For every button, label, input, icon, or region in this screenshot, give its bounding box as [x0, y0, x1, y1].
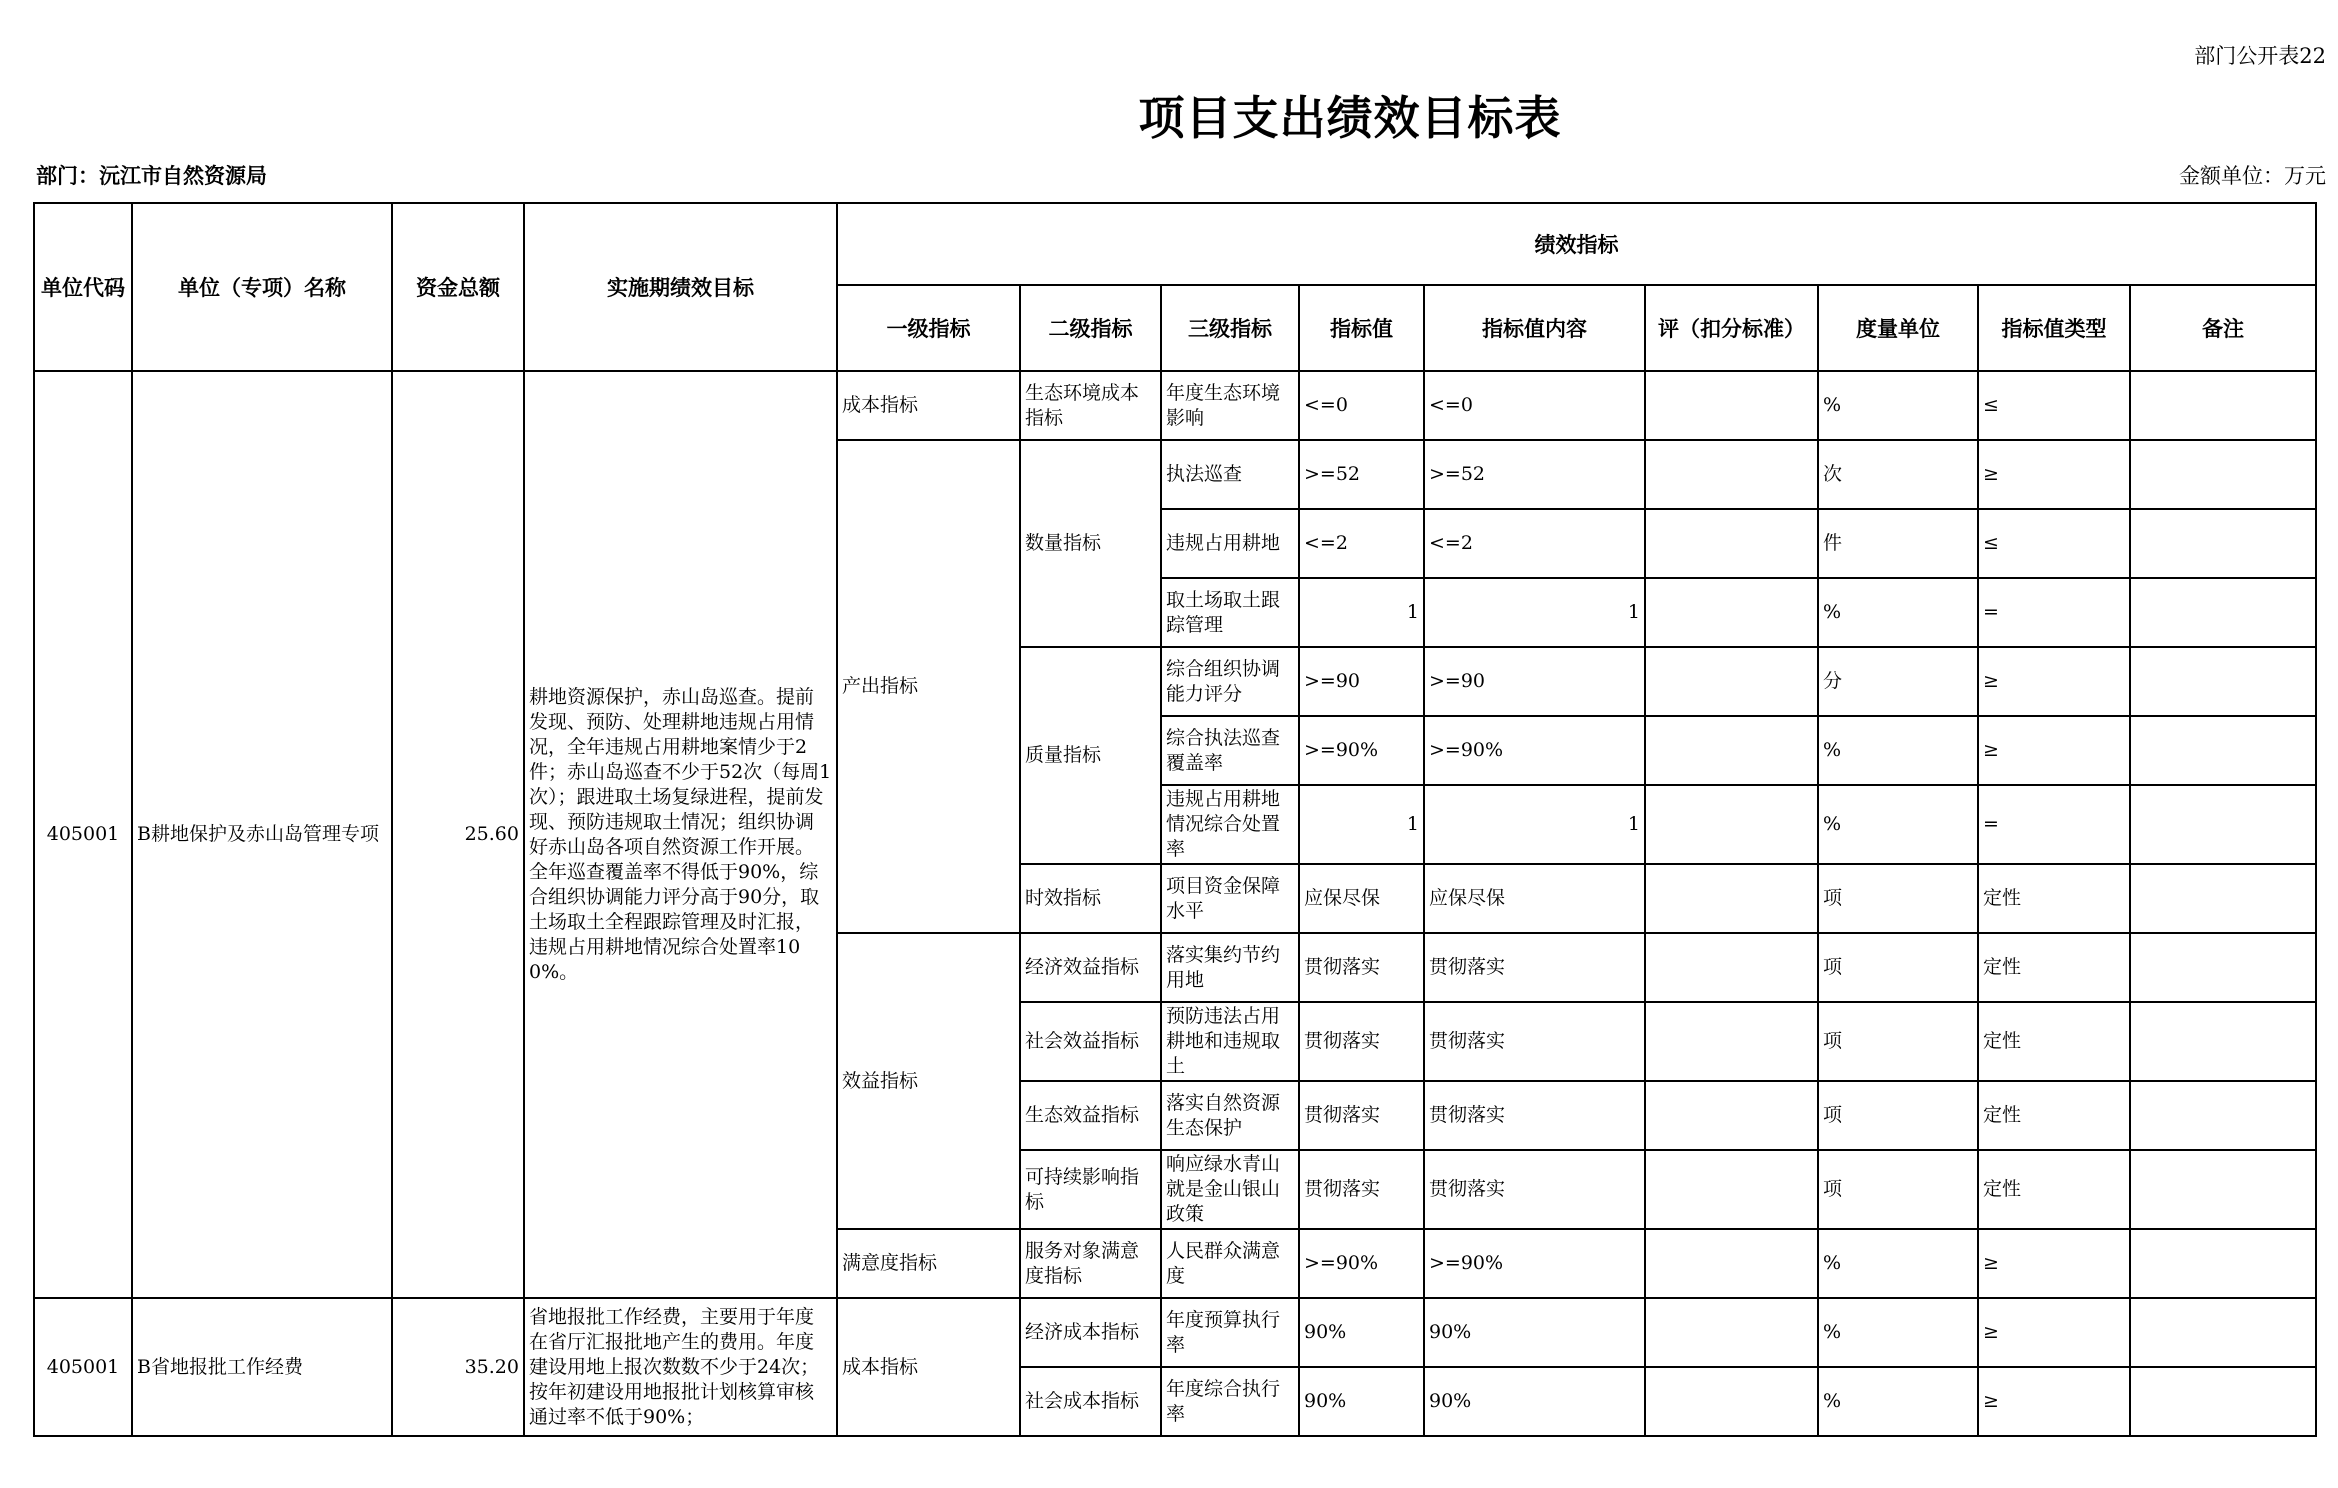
value-cell: >=52 [1299, 440, 1424, 509]
unit-cell: 项 [1818, 864, 1978, 933]
content-cell: 90% [1424, 1298, 1645, 1367]
level2-sustainable: 可持续影响指标 [1020, 1150, 1161, 1229]
type-cell: ≥ [1978, 1298, 2130, 1367]
level2-social: 社会效益指标 [1020, 1002, 1161, 1081]
content-cell: 贯彻落实 [1424, 933, 1645, 1002]
unit-cell: % [1818, 1298, 1978, 1367]
unit-cell: 件 [1818, 509, 1978, 578]
project-amount: 25.60 [392, 371, 524, 1298]
remarks-cell [2130, 1150, 2316, 1229]
content-cell: >=52 [1424, 440, 1645, 509]
value-cell: <=2 [1299, 509, 1424, 578]
type-cell: 定性 [1978, 864, 2130, 933]
level3-cell: 预防违法占用耕地和违规取土 [1161, 1002, 1299, 1081]
level2-quantity: 数量指标 [1020, 440, 1161, 647]
col-performance: 绩效指标 [837, 203, 2316, 285]
type-cell: 定性 [1978, 933, 2130, 1002]
level3-cell: 落实集约节约用地 [1161, 933, 1299, 1002]
unit-cell: % [1818, 578, 1978, 647]
unit-cell: % [1818, 716, 1978, 785]
scoring-cell [1645, 1150, 1818, 1229]
remarks-cell [2130, 933, 2316, 1002]
value-cell: 贯彻落实 [1299, 1150, 1424, 1229]
content-cell: 贯彻落实 [1424, 1150, 1645, 1229]
content-cell: <=2 [1424, 509, 1645, 578]
col-value-type: 指标值类型 [1978, 285, 2130, 371]
content-cell: 1 [1424, 578, 1645, 647]
level3-cell: 违规占用耕地情况综合处置率 [1161, 785, 1299, 864]
value-cell: 90% [1299, 1367, 1424, 1436]
scoring-cell [1645, 1002, 1818, 1081]
project-amount: 35.20 [392, 1298, 524, 1436]
value-cell: 贯彻落实 [1299, 933, 1424, 1002]
content-cell: >=90 [1424, 647, 1645, 716]
level1-cost: 成本指标 [837, 1298, 1020, 1436]
col-value: 指标值 [1299, 285, 1424, 371]
value-cell: >=90% [1299, 716, 1424, 785]
remarks-cell [2130, 785, 2316, 864]
table-row [34, 1298, 2316, 1367]
col-remarks: 备注 [2130, 285, 2316, 371]
content-cell: >=90% [1424, 1229, 1645, 1298]
unit-cell: 项 [1818, 1002, 1978, 1081]
content-cell: 1 [1424, 785, 1645, 864]
type-cell: 定性 [1978, 1002, 2130, 1081]
level3-cell: 项目资金保障水平 [1161, 864, 1299, 933]
col-unit-name: 单位（专项）名称 [132, 203, 392, 371]
level1-benefit: 效益指标 [837, 933, 1020, 1229]
level1-cost: 成本指标 [837, 371, 1020, 440]
unit-cell: 项 [1818, 1081, 1978, 1150]
scoring-cell [1645, 509, 1818, 578]
scoring-cell [1645, 647, 1818, 716]
value-cell: <=0 [1299, 371, 1424, 440]
project-code: 405001 [34, 371, 132, 1298]
scoring-cell [1645, 1367, 1818, 1436]
type-cell: ≥ [1978, 440, 2130, 509]
value-cell: 90% [1299, 1298, 1424, 1367]
unit-cell: 项 [1818, 1150, 1978, 1229]
type-cell: ≥ [1978, 716, 2130, 785]
level2-social-cost: 社会成本指标 [1020, 1367, 1161, 1436]
remarks-cell [2130, 1229, 2316, 1298]
level3-cell: 综合组织协调能力评分 [1161, 647, 1299, 716]
scoring-cell [1645, 864, 1818, 933]
col-unit-code: 单位代码 [34, 203, 132, 371]
remarks-cell [2130, 509, 2316, 578]
performance-table [33, 202, 2317, 1437]
level3-cell: 年度预算执行率 [1161, 1298, 1299, 1367]
content-cell: 90% [1424, 1367, 1645, 1436]
scoring-cell [1645, 1081, 1818, 1150]
level2-service: 服务对象满意度指标 [1020, 1229, 1161, 1298]
level3-cell: 年度生态环境影响 [1161, 371, 1299, 440]
value-cell: >=90 [1299, 647, 1424, 716]
type-cell: ≥ [1978, 647, 2130, 716]
unit-cell: % [1818, 371, 1978, 440]
project-goal: 耕地资源保护，赤山岛巡查。提前发现、预防、处理耕地违规占用情况，全年违规占用耕地案情少于2件；赤山岛巡查不少于52次（每周1次）；跟进取土场复绿进程，提前发现、预防违规取土情况；组织协调好赤山岛各项自然资源工作开展。全年巡查覆盖率不得低于90%，综合组织协调能力评分高于90分，取土场取土全程跟踪管理及时汇报，违规占用耕地情况综合处置率100%。 [524, 371, 837, 1298]
content-cell: >=90% [1424, 716, 1645, 785]
level2-economic: 经济效益指标 [1020, 933, 1161, 1002]
remarks-cell [2130, 578, 2316, 647]
project-name: B耕地保护及赤山岛管理专项 [132, 371, 392, 1298]
col-level1: 一级指标 [837, 285, 1020, 371]
col-level3: 三级指标 [1161, 285, 1299, 371]
type-cell: ≤ [1978, 509, 2130, 578]
project-name: B省地报批工作经费 [132, 1298, 392, 1436]
unit-cell: 次 [1818, 440, 1978, 509]
type-cell: ≤ [1978, 371, 2130, 440]
level3-cell: 年度综合执行率 [1161, 1367, 1299, 1436]
remarks-cell [2130, 647, 2316, 716]
scoring-cell [1645, 1298, 1818, 1367]
type-cell: 定性 [1978, 1150, 2130, 1229]
content-cell: <=0 [1424, 371, 1645, 440]
type-cell: ≥ [1978, 1367, 2130, 1436]
level2-economic-cost: 经济成本指标 [1020, 1298, 1161, 1367]
project-goal: 省地报批工作经费，主要用于年度在省厅汇报批地产生的费用。年度建设用地上报次数数不少于24次；按年初建设用地报批计划核算审核通过率不低于90%； [524, 1298, 837, 1436]
col-value-content: 指标值内容 [1424, 285, 1645, 371]
remarks-cell [2130, 716, 2316, 785]
content-cell: 应保尽保 [1424, 864, 1645, 933]
level1-satisfaction: 满意度指标 [837, 1229, 1020, 1298]
value-cell: 贯彻落实 [1299, 1002, 1424, 1081]
content-cell: 贯彻落实 [1424, 1081, 1645, 1150]
level3-cell: 违规占用耕地 [1161, 509, 1299, 578]
scoring-cell [1645, 1229, 1818, 1298]
level3-cell: 综合执法巡查覆盖率 [1161, 716, 1299, 785]
type-cell: = [1978, 578, 2130, 647]
col-level2: 二级指标 [1020, 285, 1161, 371]
remarks-cell [2130, 1298, 2316, 1367]
scoring-cell [1645, 440, 1818, 509]
remarks-cell [2130, 1002, 2316, 1081]
scoring-cell [1645, 933, 1818, 1002]
value-cell: 1 [1299, 578, 1424, 647]
level3-cell: 执法巡查 [1161, 440, 1299, 509]
level3-cell: 取土场取土跟踪管理 [1161, 578, 1299, 647]
scoring-cell [1645, 785, 1818, 864]
remarks-cell [2130, 1081, 2316, 1150]
page-title: 项目支出绩效目标表 [1138, 91, 1562, 145]
scoring-cell [1645, 578, 1818, 647]
project-code: 405001 [34, 1298, 132, 1436]
type-cell: ≥ [1978, 1229, 2130, 1298]
col-period-goal: 实施期绩效目标 [524, 203, 837, 371]
form-code: 部门公开表22 [2194, 44, 2326, 68]
remarks-cell [2130, 440, 2316, 509]
table-row [34, 371, 2316, 440]
remarks-cell [2130, 1367, 2316, 1436]
type-cell: 定性 [1978, 1081, 2130, 1150]
unit-cell: % [1818, 1367, 1978, 1436]
remarks-cell [2130, 371, 2316, 440]
level2-timeliness: 时效指标 [1020, 864, 1161, 933]
level2-eco-cost: 生态环境成本指标 [1020, 371, 1161, 440]
scoring-cell [1645, 716, 1818, 785]
col-total-funds: 资金总额 [392, 203, 524, 371]
level3-cell: 响应绿水青山就是金山银山政策 [1161, 1150, 1299, 1229]
col-scoring: 评（扣分标准） [1645, 285, 1818, 371]
unit-cell: % [1818, 785, 1978, 864]
unit-cell: % [1818, 1229, 1978, 1298]
unit-cell: 项 [1818, 933, 1978, 1002]
scoring-cell [1645, 371, 1818, 440]
amount-unit-label: 金额单位：万元 [2179, 164, 2326, 188]
type-cell: = [1978, 785, 2130, 864]
value-cell: 1 [1299, 785, 1424, 864]
level1-output: 产出指标 [837, 440, 1020, 933]
unit-cell: 分 [1818, 647, 1978, 716]
remarks-cell [2130, 864, 2316, 933]
department-label: 部门：沅江市自然资源局 [36, 163, 267, 188]
value-cell: 应保尽保 [1299, 864, 1424, 933]
level2-ecological: 生态效益指标 [1020, 1081, 1161, 1150]
level3-cell: 落实自然资源生态保护 [1161, 1081, 1299, 1150]
value-cell: 贯彻落实 [1299, 1081, 1424, 1150]
value-cell: >=90% [1299, 1229, 1424, 1298]
level2-quality: 质量指标 [1020, 647, 1161, 864]
content-cell: 贯彻落实 [1424, 1002, 1645, 1081]
col-measure-unit: 度量单位 [1818, 285, 1978, 371]
level3-cell: 人民群众满意度 [1161, 1229, 1299, 1298]
